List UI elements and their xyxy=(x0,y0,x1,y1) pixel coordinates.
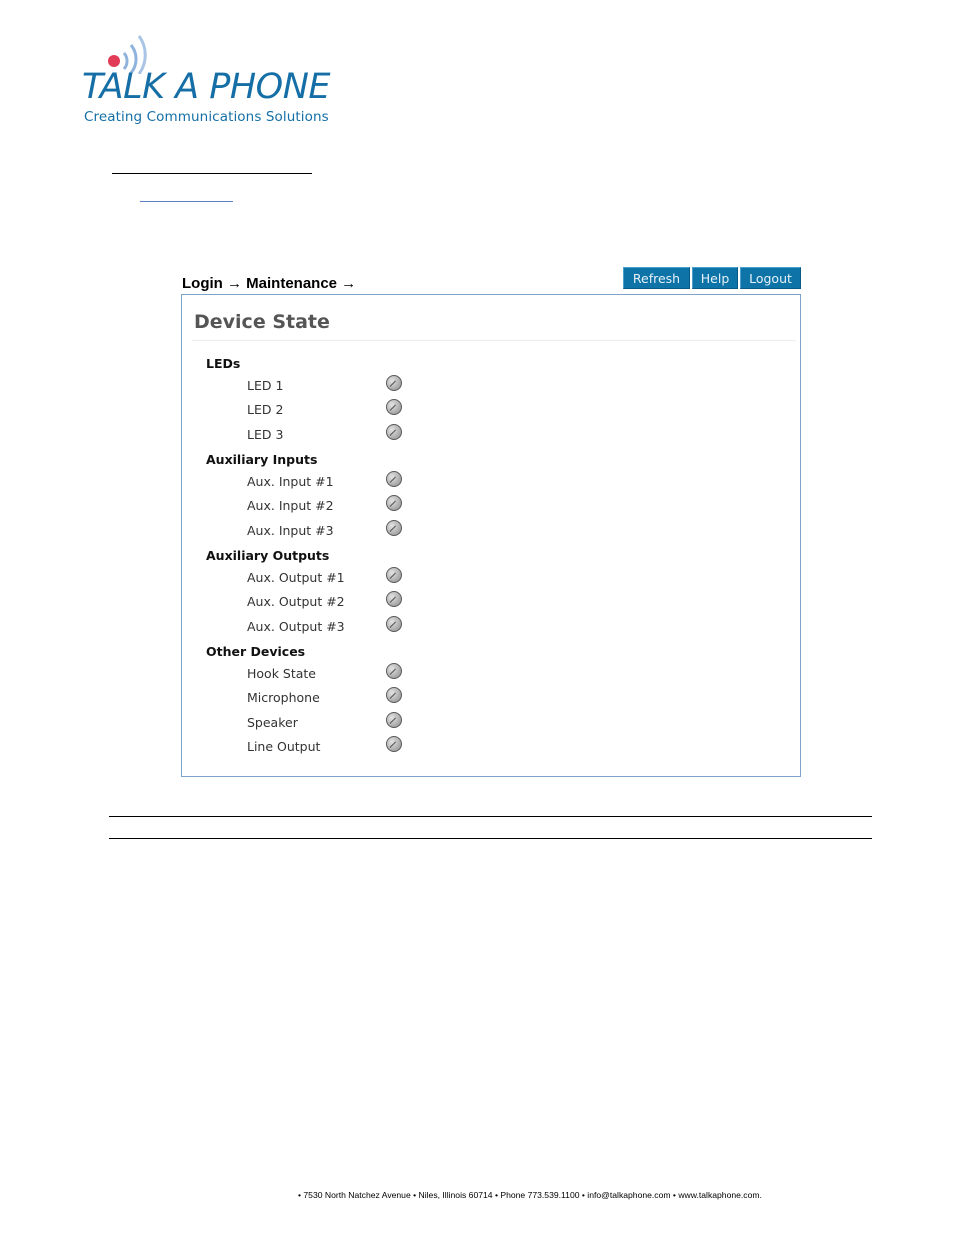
item-label-aux-input-2: Aux. Input #2 xyxy=(247,498,334,513)
company-logo xyxy=(82,30,352,130)
breadcrumb: Login → Maintenance → xyxy=(182,275,357,292)
section-title-aux-inputs: Auxiliary Inputs xyxy=(206,452,318,467)
item-label-led-2: LED 2 xyxy=(247,402,284,417)
toolbar xyxy=(623,267,801,289)
heading-underline xyxy=(112,173,312,174)
aux-input-3-indicator-icon xyxy=(386,520,402,536)
subheading-underline xyxy=(140,201,233,202)
item-label-speaker: Speaker xyxy=(247,715,298,730)
aux-output-1-indicator-icon xyxy=(386,567,402,583)
item-label-led-3: LED 3 xyxy=(247,427,284,442)
line-output-indicator-icon xyxy=(386,736,402,752)
refresh-button[interactable]: Refresh xyxy=(623,267,690,289)
item-label-led-1: LED 1 xyxy=(247,378,284,393)
device-state-panel xyxy=(181,294,801,777)
item-label-hook-state: Hook State xyxy=(247,666,316,681)
item-label-aux-output-3: Aux. Output #3 xyxy=(247,619,345,634)
item-label-line-output: Line Output xyxy=(247,739,321,754)
logo-tagline: Creating Communications Solutions xyxy=(84,109,329,125)
aux-input-2-indicator-icon xyxy=(386,495,402,511)
aux-output-2-indicator-icon xyxy=(386,591,402,607)
footer-contact: • 7530 North Natchez Avenue • Niles, Illinois 60714 • Phone 773.539.1100 • info@talkaphone.com • www.talkaphone.com. xyxy=(298,1190,762,1200)
item-label-aux-output-1: Aux. Output #1 xyxy=(247,570,345,585)
page-title: Device State xyxy=(194,311,330,333)
microphone-indicator-icon xyxy=(386,687,402,703)
section-title-aux-outputs: Auxiliary Outputs xyxy=(206,548,330,563)
item-label-aux-input-1: Aux. Input #1 xyxy=(247,474,334,489)
led-3-indicator-icon xyxy=(386,424,402,440)
title-divider xyxy=(192,340,796,341)
led-1-indicator-icon xyxy=(386,375,402,391)
hook-state-indicator-icon xyxy=(386,663,402,679)
speaker-indicator-icon xyxy=(386,712,402,728)
section-title-other-devices: Other Devices xyxy=(206,644,306,659)
led-2-indicator-icon xyxy=(386,399,402,415)
item-label-aux-input-3: Aux. Input #3 xyxy=(247,523,334,538)
logo-wordmark: TALK A PHONE xyxy=(82,67,331,107)
section-title-leds: LEDs xyxy=(206,356,241,371)
aux-output-3-indicator-icon xyxy=(386,616,402,632)
aux-input-1-indicator-icon xyxy=(386,471,402,487)
logout-button[interactable]: Logout xyxy=(740,267,801,289)
item-label-aux-output-2: Aux. Output #2 xyxy=(247,594,345,609)
item-label-microphone: Microphone xyxy=(247,690,320,705)
page-divider-bottom xyxy=(109,838,872,839)
page-divider-top xyxy=(109,816,872,817)
help-button[interactable]: Help xyxy=(692,267,738,289)
